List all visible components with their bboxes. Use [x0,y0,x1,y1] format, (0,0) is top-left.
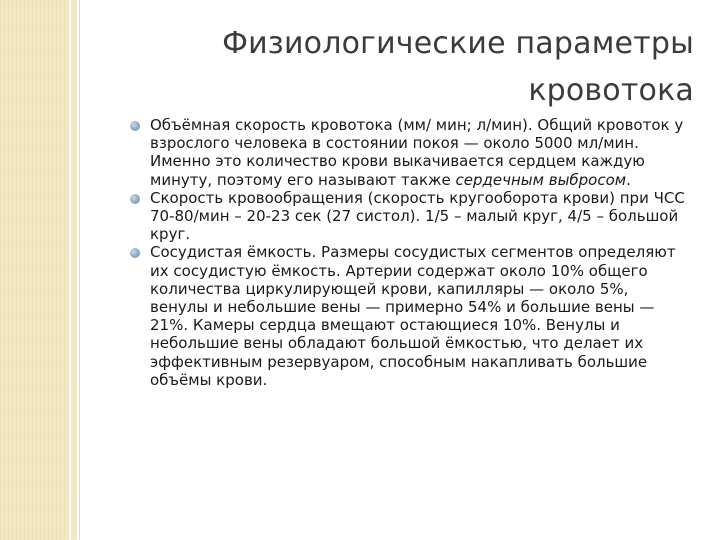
term-vascular-capacity: Сосудистая ёмкость. [150,243,317,262]
bullet-list [130,116,690,389]
slide-title-line2: кровотока [528,73,694,108]
text-volume-flow: (мм/ мин; л/мин). Общий кровоток у взрослого человека в состоянии покоя — около 5000 мл/мин. Именно это количество крови выкачивается сердцем каждую минуту, поэтому его называют также [150,116,684,189]
list-item-circulation-speed [130,189,690,244]
text-circulation-speed: (скорость кругооборота крови) при ЧСС 70-80/мин – 20-23 сек (27 систол). 1/5 – малый круг, 4/5 – большой круг. [150,188,685,244]
emphasis-cardiac-output: сердечным выбросом [455,170,627,189]
bullet-icon [130,194,140,204]
text-vascular-capacity: Размеры сосудистых сегментов определяют их сосудистую ёмкость. Артерии содержат около 10% общего количества циркулирующей крови, капилляры — около 5%, венулы и небольшие вены — примерно 54% и большие вены — 21%. Камеры сердца вмещают остающиеся 10%. Венулы и небольшие вены обладают большой ёмкостью, что делает их эффективным резервуаром, способным накапливать большие объёмы крови. [150,243,676,389]
decorative-side-panel [0,0,69,540]
decorative-side-line [79,0,80,540]
tail-volume-flow: . [626,170,631,189]
list-item-vascular-capacity [130,243,690,389]
decorative-side-stripe [71,0,77,540]
list-item-volume-flow [130,116,690,189]
term-circulation-speed: Скорость кровообращения [150,188,363,207]
slide-title-line1: Физиологические параметры [222,26,694,61]
bullet-icon [130,121,140,131]
term-volume-flow: Объёмная скорость кровотока [150,116,393,134]
bullet-icon [130,248,140,258]
slide-title [174,20,694,114]
